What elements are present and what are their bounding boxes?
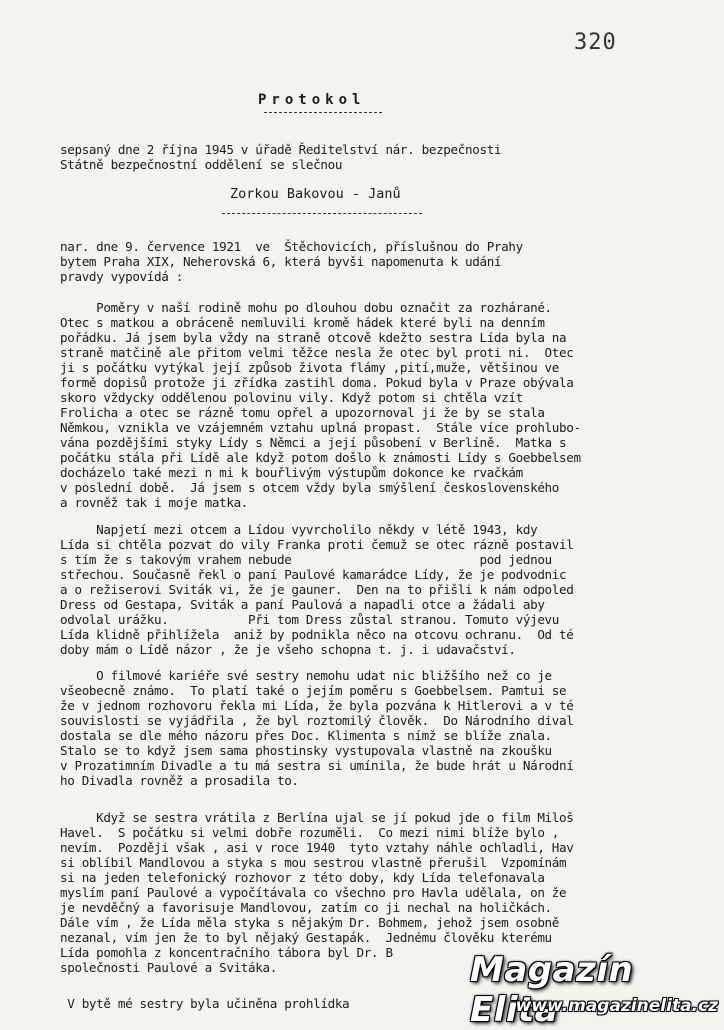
text-line: Dále vím , že Lída měla styka s nějakým Dr. Bohmem, jehož jsem osobně <box>60 915 560 930</box>
text-line: v poslední době. Já jsem s otcem vždy byla smýšlení československého <box>60 480 560 495</box>
text-line: ji s počátku vytýkal její způsob života flámy ,pití,muže, většinou ve <box>60 360 560 375</box>
birth-line: nar. dne 9. července 1921 ve Štěchovicích, příslušnou do Prahy <box>60 239 523 254</box>
text-line: odvolal urážku. Při tom Dress zůstal stranou. Tomuto výjevu <box>60 612 560 627</box>
text-line: Napjetí mezi otcem a Lídou vyvrcholilo někdy v létě 1943, kdy <box>60 522 538 537</box>
text-line: Lída pomohla z koncentračního tábora byl Dr. B <box>60 945 393 960</box>
text-line: Lída si chtěla pozvat do vily Franka proti čemuž se otec rázně postavil <box>60 537 574 552</box>
watermark-title: Magazín Elita <box>470 950 634 1030</box>
name-underline <box>222 213 422 214</box>
text-line: počátku stála při Lídě ale když potom došlo k známosti Lídy s Goebbelsem <box>60 450 581 465</box>
paragraph-family <box>60 300 715 510</box>
text-line: Když se sestra vrátila z Berlína ujal se jí pokud jde o film Miloš <box>60 810 574 825</box>
text-line: V bytě mé sestry byla učiněna prohlídka <box>60 996 350 1011</box>
paragraph-film-career <box>60 668 715 788</box>
text-line: že v jednom rozhovoru řekla mi Lída, že byla pozvána k Hitlerovi a v té <box>60 698 574 713</box>
watermark-logo <box>470 950 724 1030</box>
text-line: vána pozdějšími styky Lídy s Němci a její působení v Berlíně. Matka s <box>60 435 567 450</box>
text-line: doby mám o Lídě názor , že je všeho schopna t. j. i udavačství. <box>60 642 516 657</box>
text-line: nezanal, vím jen že to byl nějaký Gestapák. Jednému člověku kterému <box>60 930 552 945</box>
text-line: a o režiserovi Sviták vi, že je gauner. Den na to přišli k nám odpoled <box>60 582 574 597</box>
text-line: a rovněž tak i moje matka. <box>60 495 249 510</box>
watermark-url: www.magazinelita.cz <box>515 996 718 1016</box>
page-number: 320 <box>574 30 617 55</box>
intro-line: Státně bezpečnostní oddělení se slečnou <box>60 157 343 172</box>
text-line: Havel. S počátku si velmi dobře rozuměli. Co mezi nimi blíže bylo , <box>60 825 560 840</box>
text-line: pořádku. Já jsem byla vždy na straně otcově kdežto sestra Lída byla na <box>60 330 567 345</box>
text-line: ho Divadla rovněž a prosadila to. <box>60 773 299 788</box>
text-line: Němkou, vznikla ve vzájemném vztahu uplná propast. Stále více prohlubo- <box>60 420 581 435</box>
text-line: Stalo se to když jsem sama phostinsky vystupovala vlastně na zkoušku <box>60 743 552 758</box>
text-line: je nevděčný a favorisuje Mandlovou, zatím co ji nechal na holičkách. <box>60 900 552 915</box>
text-line: si na jeden telefonický rozhovor z této doby, kdy Lída telefonavala <box>60 870 545 885</box>
text-line: O filmové kariéře své sestry nemohu udat nic bližšího než co je <box>60 668 552 683</box>
title-underline <box>264 112 382 113</box>
text-line: myslím paní Paulové a vypočítávala co všechno pro Havla udělala, on že <box>60 885 567 900</box>
text-line: dostala se dle mého názoru přes Doc. Klimenta s nímž se blíže znala. <box>60 728 552 743</box>
text-line: docházelo také mezi n mi k bouřlivým výstupům dokonce ke rvačkám <box>60 465 523 480</box>
text-line: Poměry v naší rodině mohu po dlouhou dobu označit za rozhárané. <box>60 300 552 315</box>
document-title: Protokol <box>258 92 366 108</box>
text-line: střechou. Současně řekl o paní Paulové kamarádce Lídy, že je podvodnic <box>60 567 567 582</box>
birth-line: bytem Praha XIX, Neherovská 6, která byvši napomenuta k udání <box>60 254 502 269</box>
text-line: společnosti Paulové a Svitáka. <box>60 960 277 975</box>
text-line: formě dopisů protože ji zřídka zastihl doma. Pokud byla v Praze obývala <box>60 375 574 390</box>
text-line: souvislosti se vyjádřila , že byl roztomilý člověk. Do Národního dival <box>60 713 574 728</box>
text-line: Dress od Gestapa, Sviták a paní Paulová a napadli otce a žádali aby <box>60 597 545 612</box>
text-line: všeobecně známo. To platí také o jejím poměru s Goebbelsem. Pamtui se <box>60 683 567 698</box>
birth-line: pravdy vypovídá : <box>60 269 183 284</box>
paragraph-conflict-1943 <box>60 522 715 657</box>
text-line: s tím že s takovým vrahem nebude pod jednou <box>60 552 552 567</box>
text-line: straně matčině ale přitom velmi těžce nesla že otec byl proti ni. Otec <box>60 345 574 360</box>
text-line: skoro vždycky oddělenou polovinu vily. Když potom si chtěla vzít <box>60 390 523 405</box>
text-line: Frolicha a otec se rázně tomu opřel a upozornoval ji že by se stala <box>60 405 545 420</box>
text-line: v Prozatimním Divadle a tu má sestra si umínila, že bude hrát u Národní <box>60 758 574 773</box>
text-line: Otec s matkou a obráceně nemluvili kromě hádek které byli na denním <box>60 315 545 330</box>
text-line: si oblíbil Mandlovou a styka s mou sestrou vlastně přerušil Vzpomínám <box>60 855 567 870</box>
text-line: nevím. Později však , asi v roce 1940 tyto vztahy náhle ochladli, Hav <box>60 840 574 855</box>
intro-line: sepsaný dne 2 října 1945 v úřadě Ředitelství nár. bezpečnosti <box>60 142 502 157</box>
text-line: Lída klidně přihlížela aniž by podnikla něco na otcovu ochranu. Od té <box>60 627 574 642</box>
subject-name: Zorkou Bakovou - Janů <box>230 186 401 202</box>
